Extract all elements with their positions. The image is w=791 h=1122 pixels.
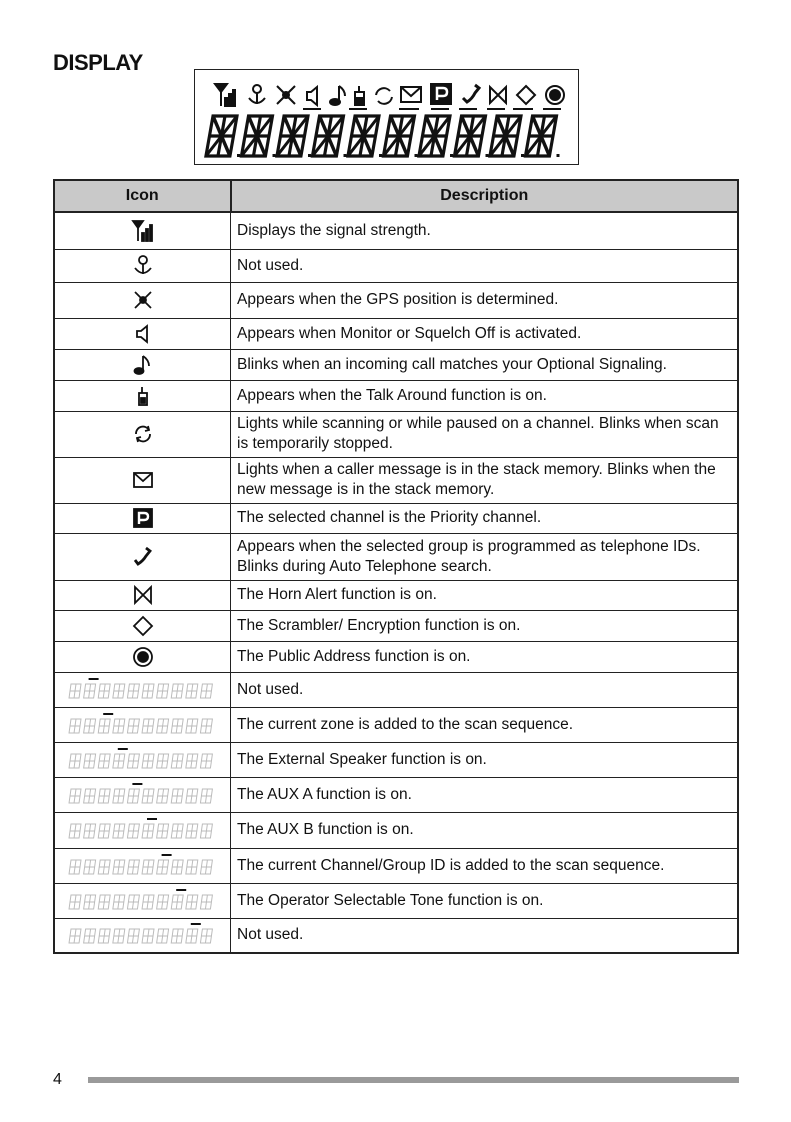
telephone-icon: [54, 533, 231, 580]
row-description: The AUX B function is on.: [231, 812, 739, 848]
page-number: 4: [53, 1071, 62, 1088]
row-description: The Operator Selectable Tone function is on.: [231, 883, 739, 918]
anchor-icon: [54, 249, 231, 282]
lcd-decimal-point: [308, 154, 311, 157]
lcd-bar-digit-3-icon: [54, 742, 231, 777]
row-description: Lights while scanning or while paused on a channel. Blinks when scan is temporarily stopped.: [231, 411, 739, 457]
lcd-digit: [525, 116, 556, 156]
row-description: The current zone is added to the scan sequence.: [231, 707, 739, 742]
lcd-bar-digit-1-icon: [54, 672, 231, 707]
lcd-digit: [490, 116, 521, 156]
row-description: The AUX A function is on.: [231, 777, 739, 812]
talk-around-icon: [54, 380, 231, 411]
column-header-icon: Icon: [54, 180, 231, 212]
row-description: Not used.: [231, 672, 739, 707]
row-description: Blinks when an incoming call matches your Optional Signaling.: [231, 349, 739, 380]
lcd-talkaround-icon: [355, 86, 364, 105]
table-row: [54, 212, 738, 249]
table-row: [54, 503, 738, 533]
scrambler-diamond-icon: [54, 610, 231, 641]
row-description: Displays the signal strength.: [231, 212, 739, 249]
lcd-diamond-icon: [517, 86, 535, 104]
lcd-decimal-point: [521, 154, 524, 157]
scan-icon: [54, 411, 231, 457]
row-description: The Scrambler/ Encryption function is on.: [231, 610, 739, 641]
table-row: [54, 533, 738, 580]
table-row: [54, 610, 738, 641]
lcd-digit: [348, 116, 379, 156]
priority-p-icon: [54, 503, 231, 533]
lcd-bar-digit-7-icon: [54, 883, 231, 918]
lcd-horn-icon: [490, 87, 506, 103]
music-note-icon: [54, 349, 231, 380]
row-description: Not used.: [231, 249, 739, 282]
lcd-decimal-point: [344, 154, 347, 157]
lcd-decimal-point: [273, 154, 276, 157]
lcd-signal-icon: [215, 84, 235, 106]
table-row: [54, 848, 738, 883]
envelope-icon: [54, 457, 231, 503]
lcd-speaker-icon: [307, 87, 317, 105]
lcd-digit: [277, 116, 308, 156]
row-description: Appears when the selected group is programmed as telephone IDs. Blinks during Auto Telephone search.: [231, 533, 739, 580]
row-description: Not used.: [231, 918, 739, 953]
lcd-display-graphic: [195, 70, 578, 164]
table-row: [54, 777, 738, 812]
row-description: The current Channel/Group ID is added to the scan sequence.: [231, 848, 739, 883]
row-description: The selected channel is the Priority channel.: [231, 503, 739, 533]
row-description: The Public Address function is on.: [231, 641, 739, 672]
row-description: The Horn Alert function is on.: [231, 580, 739, 610]
table-row: [54, 457, 738, 503]
table-row: [54, 580, 738, 610]
table-row: [54, 349, 738, 380]
lcd-decimal-point: [415, 154, 418, 157]
lcd-note-icon: [330, 86, 345, 105]
lcd-envelope-icon: [401, 87, 421, 102]
lcd-decimal-point: [557, 154, 560, 157]
lcd-scan-icon: [376, 88, 392, 104]
row-description: The External Speaker function is on.: [231, 742, 739, 777]
column-header-description: Description: [231, 180, 739, 212]
lcd-pa-icon: [546, 86, 564, 104]
lcd-bar-digit-5-icon: [54, 812, 231, 848]
row-description: Lights when a caller message is in the stack memory. Blinks when the new message is in the stack memory.: [231, 457, 739, 503]
lcd-digit: [241, 116, 272, 156]
lcd-digit: [312, 116, 343, 156]
lcd-decimal-point: [486, 154, 489, 157]
table-row: [54, 918, 738, 953]
lcd-digit-row: [206, 116, 560, 157]
table-row: [54, 883, 738, 918]
table-row: [54, 742, 738, 777]
signal-strength-icon: [54, 212, 231, 249]
row-description: Appears when Monitor or Squelch Off is activated.: [231, 318, 739, 349]
lcd-display-illustration: [194, 69, 579, 165]
lcd-decimal-point: [379, 154, 382, 157]
lcd-decimal-point: [237, 154, 240, 157]
table-row: [54, 641, 738, 672]
table-row: [54, 812, 738, 848]
table-row: [54, 249, 738, 282]
gps-satellite-icon: [54, 282, 231, 318]
table-row: [54, 380, 738, 411]
table-row: [54, 318, 738, 349]
speaker-monitor-icon: [54, 318, 231, 349]
table-row: [54, 672, 738, 707]
table-row: [54, 282, 738, 318]
footer-rule: [88, 1077, 739, 1083]
row-description: Appears when the Talk Around function is on.: [231, 380, 739, 411]
page-title: DISPLAY: [53, 50, 143, 75]
horn-icon: [54, 580, 231, 610]
lcd-bar-digit-6-icon: [54, 848, 231, 883]
lcd-phone-icon: [463, 85, 479, 102]
table-row: [54, 707, 738, 742]
row-description: Appears when the GPS position is determined.: [231, 282, 739, 318]
lcd-digit: [419, 116, 450, 156]
table-row: [54, 411, 738, 457]
lcd-digit: [383, 116, 414, 156]
lcd-gps-icon: [277, 86, 295, 104]
icon-description-table: [53, 179, 739, 954]
lcd-bar-digit-8-icon: [54, 918, 231, 953]
lcd-bar-digit-4-icon: [54, 777, 231, 812]
lcd-anchor-icon: [249, 85, 265, 104]
lcd-digit: [206, 116, 237, 156]
public-address-icon: [54, 641, 231, 672]
lcd-digit: [454, 116, 485, 156]
lcd-decimal-point: [450, 154, 453, 157]
lcd-bar-digit-2-icon: [54, 707, 231, 742]
lcd-priority-icon: [431, 84, 451, 104]
